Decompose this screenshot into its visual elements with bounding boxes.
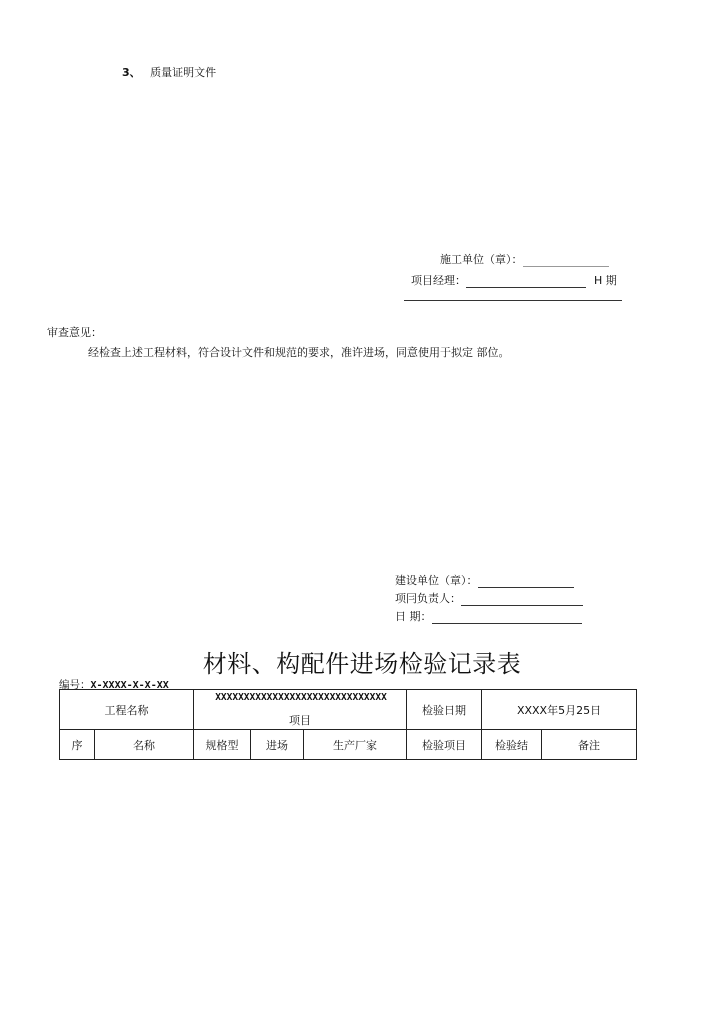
owner-date-label: 日 期： — [395, 610, 432, 623]
owner-person-line — [395, 590, 583, 606]
contractor-unit-label: 施工单位（章）： — [440, 253, 523, 266]
project-name-value: XXXXXXXXXXXXXXXXXXXXXXXXXXXXXX — [215, 692, 387, 703]
inspection-date-label-cell: 检验日期 — [407, 690, 482, 730]
owner-unit-label: 建设单位（章）： — [395, 574, 478, 587]
column-header-inspection-item: 检验项目 — [407, 730, 482, 760]
column-header-manufacturer: 生产厂家 — [304, 730, 407, 760]
project-name-value-cell — [194, 690, 407, 730]
column-header-remarks: 备注 — [542, 730, 637, 760]
project-manager-label: 项目经理： — [411, 274, 466, 287]
section-number: 3、 — [122, 66, 141, 79]
project-manager-line — [411, 272, 617, 288]
project-info-row — [60, 690, 637, 730]
form-number-label: 编号： — [59, 679, 91, 691]
column-header-name: 名称 — [95, 730, 194, 760]
column-header-spec: 规格型 — [194, 730, 251, 760]
inspection-date-value-cell: XXXX年5月25日 — [482, 690, 637, 730]
column-header-row — [60, 730, 637, 760]
owner-person-label: 项冃负责人： — [395, 592, 461, 605]
inspection-record-table — [59, 689, 637, 760]
column-header-entry: 进场 — [251, 730, 304, 760]
owner-person-blank — [461, 595, 583, 606]
form-number-value: X-XXXX-X-X-XX — [90, 680, 169, 691]
owner-date-blank — [432, 613, 582, 624]
column-header-inspection-result: 检验结 — [482, 730, 542, 760]
contractor-unit-blank — [523, 256, 609, 267]
project-name-label-cell: 工程名称 — [60, 690, 194, 730]
contractor-unit-line — [440, 251, 609, 267]
column-header-seq: 序 — [60, 730, 95, 760]
review-heading: 审查意见： — [47, 326, 102, 339]
project-manager-blank — [466, 277, 586, 288]
section-heading — [122, 64, 216, 80]
review-text: 经检查上述工程材料，符合设计文件和规范的要求，准许进场，同意使用于拟定 部位。 — [88, 346, 510, 359]
contractor-divider — [404, 300, 622, 301]
section-title: 质量证明文件 — [150, 66, 217, 79]
form-title: 材料、构配件进场检验记录表 — [202, 650, 522, 678]
project-suffix: 项目 — [289, 714, 311, 727]
owner-unit-blank — [478, 577, 574, 588]
contractor-date-label: H 期 — [594, 274, 617, 287]
owner-date-line — [395, 608, 582, 624]
owner-unit-line — [395, 572, 574, 588]
